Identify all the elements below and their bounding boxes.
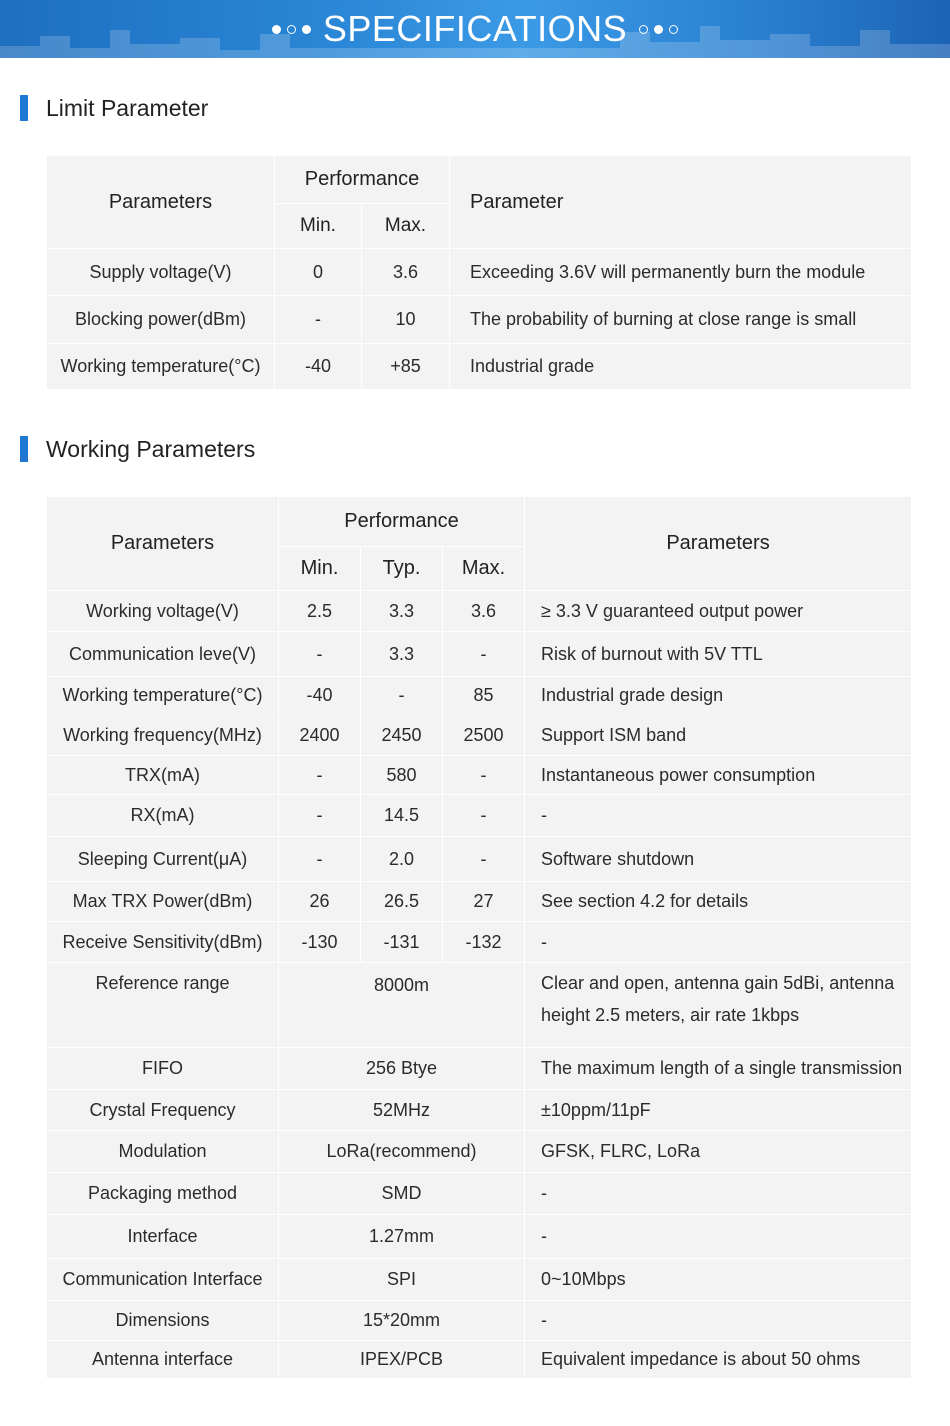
row-name: Receive Sensitivity(dBm) xyxy=(47,922,279,963)
row-name: Sleeping Current(μA) xyxy=(47,837,279,882)
header-performance: Performance xyxy=(279,497,525,547)
header-parameters: Parameters xyxy=(47,156,275,249)
row-name: Reference range xyxy=(47,963,279,1048)
row-value: 8000m xyxy=(279,963,525,1048)
row-note: Clear and open, antenna gain 5dBi, antenna height 2.5 meters, air rate 1kbps xyxy=(525,963,912,1048)
row-max: - xyxy=(443,632,525,677)
header-performance: Performance xyxy=(275,156,450,204)
header-max: Max. xyxy=(362,204,450,249)
row-note: - xyxy=(525,1301,912,1341)
row-note: ≥ 3.3 V guaranteed output power xyxy=(525,591,912,632)
row-note: - xyxy=(525,795,912,837)
row-note: - xyxy=(525,1215,912,1259)
table-row xyxy=(47,837,912,882)
row-min: 26 xyxy=(279,882,361,922)
row-name: TRX(mA) xyxy=(47,756,279,795)
section-title: Limit Parameter xyxy=(46,94,209,121)
row-value: LoRa(recommend) xyxy=(279,1131,525,1173)
row-name: Supply voltage(V) xyxy=(47,249,275,296)
table-row xyxy=(47,632,912,677)
row-note: The probability of burning at close range is small xyxy=(450,296,912,344)
row-typ: 3.3 xyxy=(361,591,443,632)
row-max: 10 xyxy=(362,296,450,344)
row-note: - xyxy=(525,1173,912,1215)
row-value: 256 Btye xyxy=(279,1048,525,1090)
row-max: - xyxy=(443,837,525,882)
left-dots-decoration xyxy=(272,25,311,34)
specifications-banner xyxy=(0,0,950,58)
row-note: Risk of burnout with 5V TTL xyxy=(525,632,912,677)
row-name: Crystal Frequency xyxy=(47,1090,279,1131)
section-title: Working Parameters xyxy=(46,435,256,462)
table-row xyxy=(47,1259,912,1301)
row-note: Support ISM band xyxy=(525,715,912,756)
row-min: - xyxy=(275,296,362,344)
table-row xyxy=(47,756,912,795)
row-name: RX(mA) xyxy=(47,795,279,837)
table-row xyxy=(47,591,912,632)
row-note: Exceeding 3.6V will permanently burn the module xyxy=(450,249,912,296)
row-name: Working frequency(MHz) xyxy=(47,715,279,756)
row-min: - xyxy=(279,837,361,882)
table-row xyxy=(47,1173,912,1215)
row-min: -130 xyxy=(279,922,361,963)
table-row xyxy=(47,677,912,715)
table-row xyxy=(47,249,912,296)
row-typ: 580 xyxy=(361,756,443,795)
row-min: - xyxy=(279,632,361,677)
row-note: GFSK, FLRC, LoRa xyxy=(525,1131,912,1173)
row-max: 3.6 xyxy=(443,591,525,632)
table-row xyxy=(47,922,912,963)
table-row xyxy=(47,795,912,837)
row-value: IPEX/PCB xyxy=(279,1341,525,1379)
table-row xyxy=(47,882,912,922)
row-min: - xyxy=(279,795,361,837)
row-name: Working temperature(°C) xyxy=(47,677,279,715)
row-typ: 3.3 xyxy=(361,632,443,677)
table-row xyxy=(47,344,912,390)
row-note: Software shutdown xyxy=(525,837,912,882)
table-row xyxy=(47,715,912,756)
row-max: - xyxy=(443,756,525,795)
row-max: 2500 xyxy=(443,715,525,756)
banner-title: SPECIFICATIONS xyxy=(322,8,628,49)
row-min: 2.5 xyxy=(279,591,361,632)
table-row xyxy=(47,1341,912,1379)
row-max: - xyxy=(443,795,525,837)
row-name: Communication leve(V) xyxy=(47,632,279,677)
table-row xyxy=(47,1301,912,1341)
row-typ: 2.0 xyxy=(361,837,443,882)
row-name: Packaging method xyxy=(47,1173,279,1215)
row-name: FIFO xyxy=(47,1048,279,1090)
header-max: Max. xyxy=(443,547,525,591)
row-min: 2400 xyxy=(279,715,361,756)
heading-accent-bar xyxy=(20,95,28,121)
heading-accent-bar xyxy=(20,436,28,462)
header-notes: Parameters xyxy=(525,497,912,591)
row-typ: 2450 xyxy=(361,715,443,756)
row-name: Max TRX Power(dBm) xyxy=(47,882,279,922)
row-value: 52MHz xyxy=(279,1090,525,1131)
row-name: Dimensions xyxy=(47,1301,279,1341)
row-value: SPI xyxy=(279,1259,525,1301)
row-min: -40 xyxy=(275,344,362,390)
row-name: Communication Interface xyxy=(47,1259,279,1301)
row-typ: - xyxy=(361,677,443,715)
row-max: 3.6 xyxy=(362,249,450,296)
header-parameters: Parameters xyxy=(47,497,279,591)
row-note: Industrial grade xyxy=(450,344,912,390)
row-value: SMD xyxy=(279,1173,525,1215)
row-min: -40 xyxy=(279,677,361,715)
working-parameters-heading xyxy=(20,436,255,462)
row-min: 0 xyxy=(275,249,362,296)
row-note: Equivalent impedance is about 50 ohms xyxy=(525,1341,912,1379)
row-value: 15*20mm xyxy=(279,1301,525,1341)
limit-parameter-table xyxy=(46,155,912,390)
row-value: 1.27mm xyxy=(279,1215,525,1259)
right-dots-decoration xyxy=(639,25,678,34)
row-max: 27 xyxy=(443,882,525,922)
row-name: Antenna interface xyxy=(47,1341,279,1379)
row-note: Industrial grade design xyxy=(525,677,912,715)
header-typ: Typ. xyxy=(361,547,443,591)
table-row xyxy=(47,1131,912,1173)
header-min: Min. xyxy=(279,547,361,591)
header-min: Min. xyxy=(275,204,362,249)
row-note: 0~10Mbps xyxy=(525,1259,912,1301)
limit-parameter-heading xyxy=(20,95,208,121)
row-note: The maximum length of a single transmission xyxy=(525,1048,912,1090)
row-max: -132 xyxy=(443,922,525,963)
table-row xyxy=(47,296,912,344)
row-min: - xyxy=(279,756,361,795)
working-parameters-table xyxy=(46,496,912,1379)
row-name: Working voltage(V) xyxy=(47,591,279,632)
table-row xyxy=(47,1048,912,1090)
table-row xyxy=(47,963,912,1048)
row-name: Working temperature(°C) xyxy=(47,344,275,390)
row-typ: 14.5 xyxy=(361,795,443,837)
table-row xyxy=(47,1090,912,1131)
row-max: 85 xyxy=(443,677,525,715)
row-note: See section 4.2 for details xyxy=(525,882,912,922)
row-note: - xyxy=(525,922,912,963)
row-name: Blocking power(dBm) xyxy=(47,296,275,344)
row-name: Interface xyxy=(47,1215,279,1259)
row-typ: -131 xyxy=(361,922,443,963)
table-row xyxy=(47,1215,912,1259)
row-typ: 26.5 xyxy=(361,882,443,922)
row-note: Instantaneous power consumption xyxy=(525,756,912,795)
row-name: Modulation xyxy=(47,1131,279,1173)
row-max: +85 xyxy=(362,344,450,390)
header-parameter: Parameter xyxy=(450,156,912,249)
row-note: ±10ppm/11pF xyxy=(525,1090,912,1131)
